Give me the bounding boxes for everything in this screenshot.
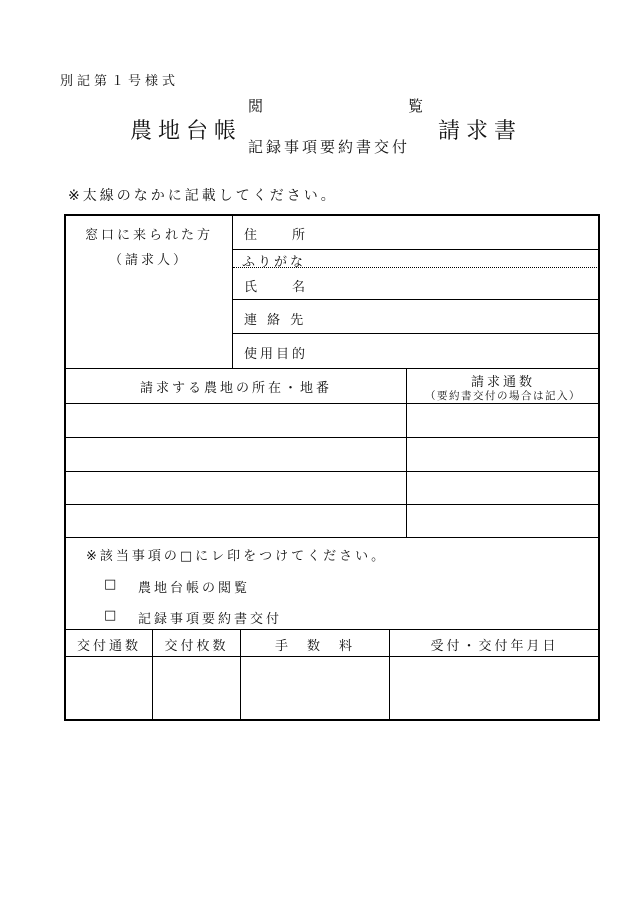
rule-applicant-divider bbox=[232, 215, 233, 368]
checkbox-inspection-label: 農地台帳の閲覧 bbox=[138, 581, 251, 596]
title-option-inspection bbox=[248, 95, 423, 116]
title-option-inspection-char-2: 覧 bbox=[407, 97, 423, 115]
form-number: 別記第１号様式 bbox=[60, 74, 180, 89]
rule-office-header-bottom bbox=[65, 656, 599, 657]
checkbox-summary[interactable]: □ bbox=[104, 608, 120, 623]
rule-address-bottom bbox=[233, 249, 599, 250]
title-option-summary: 記録事項要約書交付 bbox=[248, 138, 411, 156]
contact-label: 連 絡 先 bbox=[244, 313, 307, 328]
applicant-sub-label: （請求人） bbox=[108, 253, 189, 268]
checklist-instruction: ※該当事項の□にレ印をつけてください。 bbox=[86, 549, 388, 564]
rule-name-bottom bbox=[233, 299, 599, 300]
rule-land-row-2 bbox=[65, 471, 599, 472]
land-location-header: 請求する農地の所在・地番 bbox=[139, 381, 332, 396]
checkbox-summary-label: 記録事項要約書交付 bbox=[138, 612, 283, 627]
receipt-date-header: 受付・交付年月日 bbox=[430, 639, 559, 654]
issued-sheets-header: 交付枚数 bbox=[164, 639, 229, 654]
copies-note: （要約書交付の場合は記入） bbox=[425, 390, 581, 402]
title-suffix: 請求書 bbox=[438, 119, 523, 144]
fee-header: 手 数 料 bbox=[274, 639, 355, 654]
address-label: 住 所 bbox=[244, 228, 309, 243]
title-main: 農地台帳 bbox=[130, 119, 243, 144]
checkbox-inspection[interactable]: □ bbox=[104, 577, 120, 592]
rule-land-header-bottom bbox=[65, 403, 599, 404]
rule-land-row-4 bbox=[65, 537, 599, 538]
purpose-label: 使用目的 bbox=[244, 347, 309, 362]
rule-land-row-3 bbox=[65, 504, 599, 505]
furigana-label: ふりがな bbox=[242, 255, 307, 270]
rule-contact-bottom bbox=[233, 333, 599, 334]
title-option-inspection-char-1: 閲 bbox=[248, 97, 264, 115]
name-label: 氏 名 bbox=[244, 280, 309, 295]
rule-applicant-bottom bbox=[65, 368, 599, 369]
rule-land-row-1 bbox=[65, 437, 599, 438]
applicant-label: 窓口に来られた方 bbox=[84, 228, 213, 243]
issued-copies-header: 交付通数 bbox=[76, 639, 141, 654]
thick-line-note: ※太線のなかに記載してください。 bbox=[68, 188, 338, 204]
rule-checklist-bottom bbox=[65, 629, 599, 630]
copies-header: 請求通数 bbox=[470, 375, 535, 390]
